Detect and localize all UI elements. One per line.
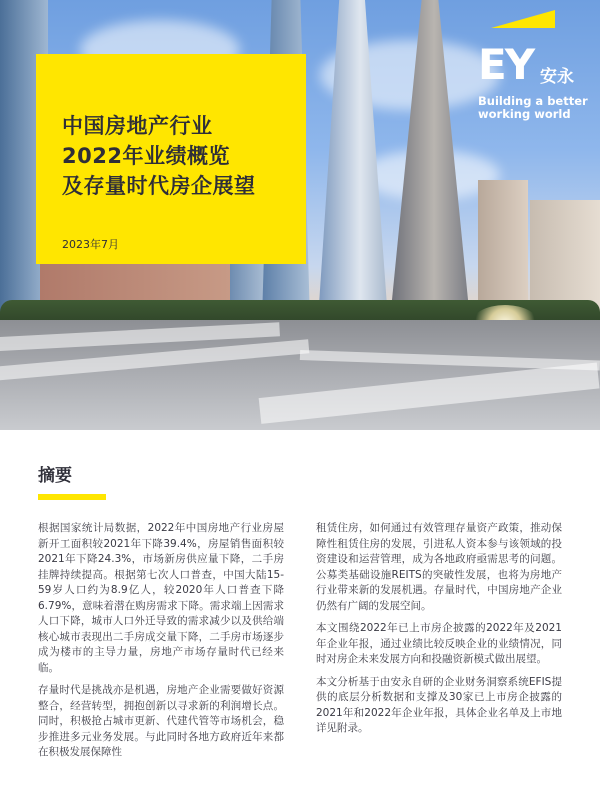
building — [478, 180, 528, 320]
publish-date: 2023年7月 — [62, 238, 119, 251]
summary-paragraph: 本文围绕2022年已上市房企披露的2022年及2021年企业年报，通过业绩比较反映企业的业绩情况，同时对房企未来发展方向和投融资新模式做出展望。 — [316, 622, 562, 665]
summary-column-right — [316, 521, 562, 744]
road — [0, 320, 600, 430]
title-line-2: 2022年业绩概览 — [62, 144, 230, 168]
tagline-line-2: working world — [478, 107, 571, 121]
summary-paragraph: 租赁住房，如何通过有效管理存量资产政策，推动保障性租赁住房的发展，引进私人资本参与该领域的投资建设和运营管理，成为各地政府亟需思考的问题。公募类基础设施REITS的突破性发展，也将为房地产行业带来新的发展机遇。存量时代，中国房地产企业仍然有广阔的发展空间。 — [316, 522, 562, 612]
ey-logo-letters: EY — [478, 40, 534, 89]
summary-paragraph: 本文分析基于由安永自研的企业财务洞察系统EFIS提供的底层分析数据和支撑及30家已上市房企披露的2021年和2022年企业年报，具体企业名单及上市地详见附录。 — [316, 675, 562, 734]
tagline-line-1: Building a better — [478, 94, 588, 108]
title-line-3: 及存量时代房企展望 — [62, 174, 256, 198]
summary-accent-bar — [38, 494, 106, 500]
summary-column-left — [38, 521, 284, 768]
title-line-1: 中国房地产行业 — [62, 114, 213, 138]
ey-logo-beam — [491, 10, 555, 28]
road-marking — [259, 363, 600, 424]
ey-logo-chinese: 安永 — [540, 67, 574, 87]
summary-heading: 摘要 — [38, 466, 72, 486]
summary-paragraph: 存量时代是挑战亦是机遇，房地产企业需要做好资源整合，经营转型，拥抱创新以寻求新的利润增长点。同时，积极抢占城市更新、代建代管等市场机会，稳步推进多元业务发展。与此同时各地方政府近年来都在积极发展保障性 — [38, 684, 284, 758]
summary-paragraph: 根据国家统计局数据，2022年中国房地产行业房屋新开工面积较2021年下降39.4%，房屋销售面积较2021年下降24.3%，市场新房供应量下降，二手房挂牌持续提高。根据第七次人口普查，中国大陆15-59岁人口约为8.9亿人，较2020年人口普查下降6.79%，意味着潜在购房需求下降。需求端上因需求人口下降，城市人口外迁导致的需求减少以及供给端核心城市表现出二手房成交量下降，二手房市场逐步成为楼市的主导力量，房地产市场存量时代已经来临。 — [38, 522, 284, 674]
